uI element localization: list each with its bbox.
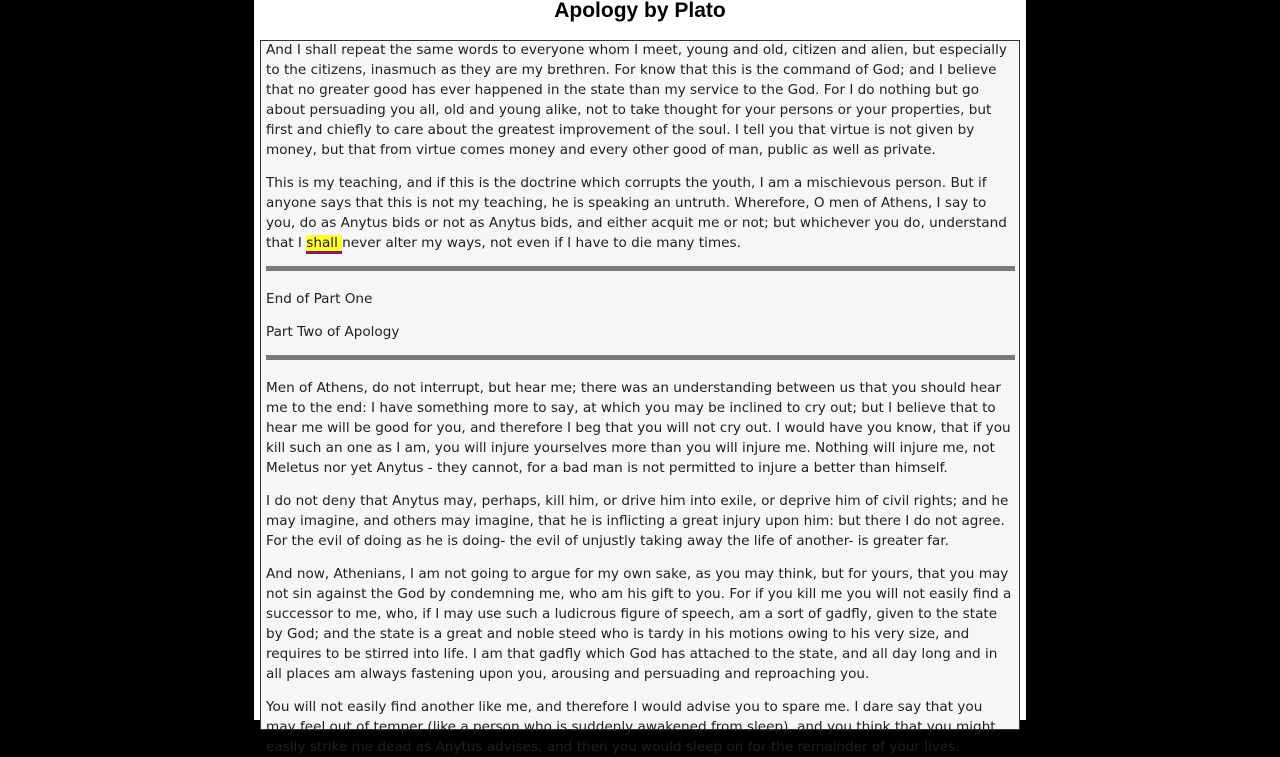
paragraph-with-highlight [266,173,1015,253]
paragraph: And now, Athenians, I am not going to argue for my own sake, as you may think, but for yours, that you may not sin against the God by condemning me, who am his gift to you. For if you kill me you will not easily find a successor to me, who, if I may use such a ludicrous figure of speech, am a sort of gadfly, given to the state by God; and the state is a great and noble steed who is tardy in his motions owing to his very size, and requires to be stirred into life. I am that gadfly which God has attached to the state, and all day long and in all places am always fastening upon you, arousing and persuading and reproaching you. [266,566,1012,682]
paragraph: I do not deny that Anytus may, perhaps, kill him, or drive him into exile, or deprive him of civil rights; and he may imagine, and others may imagine, that he is inflicting a great injury upon him: but there I do not agree. For the evil of doing as he is doing- the evil of unjustly taking away the life of another- is greater far. [266,493,1009,549]
reader-content [261,40,1019,757]
document-page [254,0,1026,755]
text-reader-panel[interactable] [260,40,1020,755]
page-title: Apology by Plato [554,0,726,22]
section-end-label: End of Part One [266,291,373,307]
highlighted-word: shall [306,235,342,254]
paragraph: Men of Athens, do not interrupt, but hear me; there was an understanding between us that you should hear me to the end: I have something more to say, at which you may be inclined to cry out; but I believe that to hear me will be good for you, and therefore I beg that you will not cry out. I would have you know, that if you kill such an one as I am, you will injure yourselves more than you will injure me. Nothing will injure me, not Meletus nor yet Anytus - they cannot, for a bad man is not permitted to injure a better than himself. [266,380,1011,476]
horizontal-rule [266,266,1015,271]
paragraph-text: This is my teaching, and if this is the doctrine which corrupts the youth, I am a mischievous person. But if anyone says that this is not my teaching, he is speaking an untruth. Wherefore, O men of Athens, I say to you, do as Anytus bids or not as Anytus bids, and either acquit me or not; but whichever you do, understand that I [266,175,1007,251]
paragraph: And I shall repeat the same words to everyone whom I meet, young and old, citizen and alien, but especially to the citizens, inasmuch as they are my brethren. For know that this is the command of God; and I believe that no greater good has ever happened in the state than my service to the God. For I do nothing but go about persuading you all, old and young alike, not to take thought for your persons or your properties, but first and chiefly to care about the greatest improvement of the soul. I tell you that virtue is not given by money, but that from virtue comes money and every other good of man, public as well as private. [266,42,1007,158]
section-start-label: Part Two of Apology [266,324,400,340]
paragraph: You will not easily find another like me, and therefore I would advise you to spare me. I dare say that you may feel out of temper (like a person who is suddenly awakened from sleep), and you think that you might easily strike me dead as Anytus advises, and then you would sleep on for the remainder of your lives. [266,699,996,755]
paragraph-text: never alter my ways, not even if I have to die many times. [342,235,741,251]
horizontal-rule [266,355,1015,360]
